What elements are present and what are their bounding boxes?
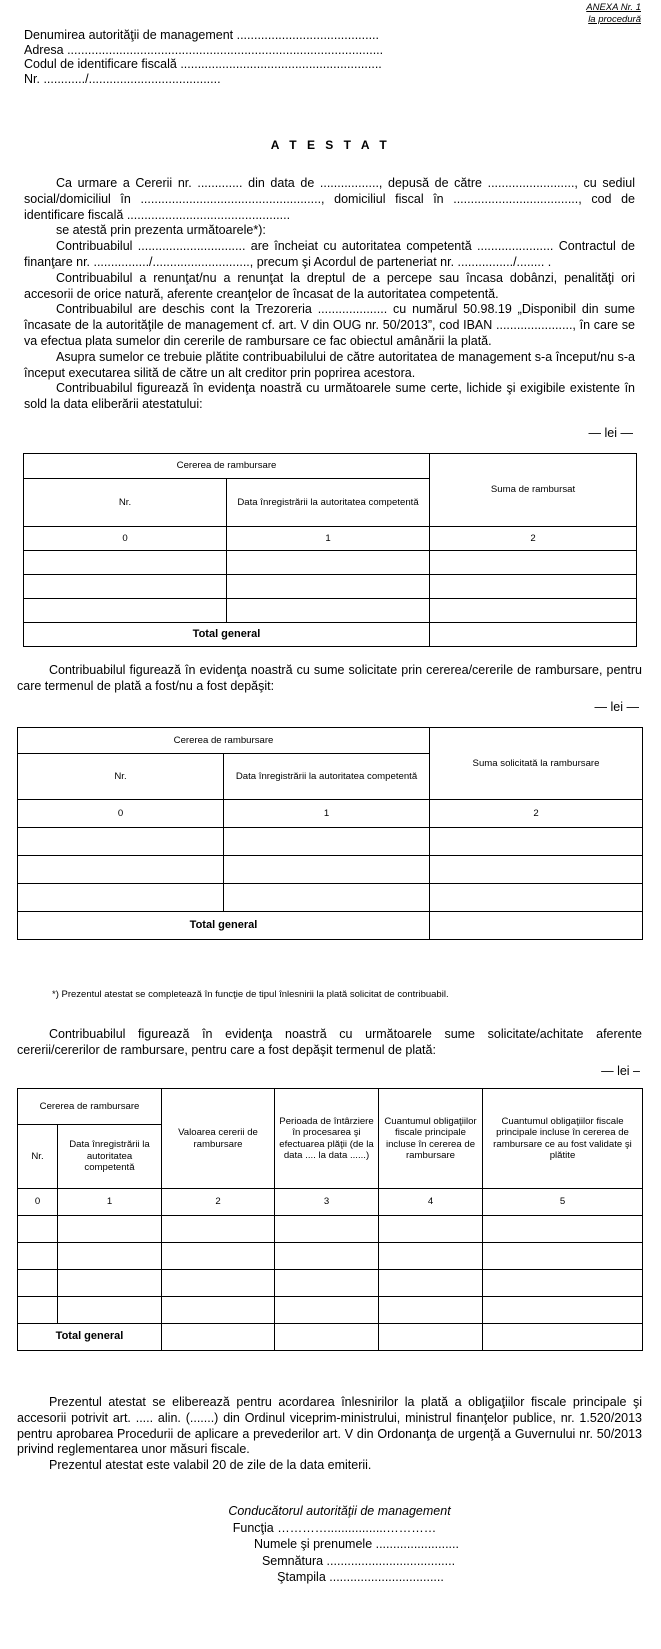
table-row — [18, 884, 643, 912]
table3-col-validated: Cuantumul obligaţiilor fiscale principale incluse în cererea de rambursare ce au fost validate şi plătite — [483, 1089, 643, 1189]
table3-index-cell: 5 — [483, 1189, 643, 1216]
function-field: Funcţia ………….................………… — [232, 1520, 437, 1535]
table-row — [18, 1270, 643, 1297]
table-row — [18, 1216, 643, 1243]
certain-sums-paragraph: Contribuabilul figurează în evidenţa noastră cu următoarele sume certe, lichide şi exigibile existente în sold la data eliberării atestatului: — [24, 381, 635, 412]
table2-index-cell: 2 — [430, 800, 643, 828]
enforcement-paragraph: Asupra sumelor ce trebuie plătite contribuabilului de către autoritatea de management s-a început/nu s-a început executarea silită de către un alt creditor prin poprirea acestora. — [24, 349, 635, 380]
table3-unit: — lei – — [601, 1064, 640, 1078]
table-row — [24, 599, 637, 623]
table2-index-cell: 0 — [18, 800, 224, 828]
table1-col-amount: Suma de rambursat — [430, 454, 637, 527]
request-paragraph: Ca urmare a Cererii nr. ............. din data de ................., depusă de către ........................., cu sediul social/domiciliul în ...................................................., domiciliul fiscal în ...................................., cod de identificare fiscală ............................................... — [24, 176, 635, 222]
table3-group-header: Cererea de rambursare — [18, 1089, 162, 1125]
reimbursement-table-3 — [17, 1088, 643, 1351]
waiver-paragraph: Contribuabilul a renunţat/nu a renunţat la dreptul de a percepe sau încasa dobânzi, penalităţi ori accesorii de orice natură, aferente creanţelor de încasat de la autoritatea competentă. — [24, 270, 635, 301]
reimbursement-table-1 — [23, 453, 637, 647]
table1-total-label: Total general — [24, 623, 430, 647]
table-row — [18, 1243, 643, 1270]
table1-unit: — lei — — [588, 426, 633, 440]
table-row — [18, 856, 643, 884]
table-row — [18, 1297, 643, 1324]
intro-section — [24, 176, 635, 413]
number-field: Nr. ............/...................................... — [24, 71, 221, 86]
table2-col-date: Data înregistrării la autoritatea competentă — [224, 754, 430, 800]
fiscal-code-field: Codul de identificare fiscală .......................................................... — [24, 57, 382, 71]
reimbursement-table-2 — [17, 727, 643, 940]
validity-paragraph: Prezentul atestat este valabil 20 de zile de la data emiterii. — [49, 1458, 372, 1473]
closing-section — [17, 1395, 642, 1474]
table-row — [18, 828, 643, 856]
table1-total-value — [430, 623, 637, 647]
table3-col-date: Data înregistrării la autoritatea competentă — [58, 1125, 162, 1189]
table1-col-nr: Nr. — [24, 479, 227, 527]
table3-col-delay: Perioada de întârziere în procesarea şi efectuarea plăţii (de la data .... la data ......) — [275, 1089, 379, 1189]
table-row — [24, 575, 637, 599]
annex-number: ANEXA Nr. 1 — [586, 2, 641, 13]
table1-index-cell: 2 — [430, 527, 637, 551]
table3-col-nr: Nr. — [18, 1125, 58, 1189]
contract-paragraph: Contribuabilul ............................... are încheiat cu autoritatea competentă ...................... Contractul de finanţare nr. ................/............................, precum şi Acordul de parteneriat nr. ................/........ . — [24, 239, 635, 269]
section2-paragraph: Contribuabilul figurează în evidenţa noastră cu sume solicitate prin cererea/cererile de rambursare, pentru care termenul de plată a fost/nu a fost depăşit: — [17, 663, 642, 693]
treasury-paragraph: Contribuabilul are deschis cont la Trezoreria .................... cu numărul 50.98.19 „Disponibil din sume încasate de la autorităţile de management cf. art. V din OUG nr. 50/2013”, cod IBAN ......................, în care se va efectua plata sumelor din cererile de rambursare ce fac obiectul amânării la plată. — [24, 302, 635, 348]
section2-text — [17, 663, 642, 695]
table1-group-header: Cererea de rambursare — [24, 454, 430, 479]
section3-text — [17, 1027, 642, 1059]
table3-index-cell: 0 — [18, 1189, 58, 1216]
annex-procedure: la procedură — [588, 14, 641, 25]
annex-label — [586, 2, 641, 26]
manager-title: Conducătorul autorităţii de management — [228, 1504, 451, 1518]
table3-col-value: Valoarea cererii de rambursare — [162, 1089, 275, 1189]
table3-total-label: Total general — [18, 1324, 162, 1351]
name-field: Numele şi prenumele ........................ — [254, 1537, 459, 1551]
table2-unit: — lei — — [594, 700, 639, 714]
table1-col-date: Data înregistrării la autoritatea competentă — [227, 479, 430, 527]
table3-index-cell: 4 — [379, 1189, 483, 1216]
table3-index-cell: 2 — [162, 1189, 275, 1216]
table1-index-cell: 0 — [24, 527, 227, 551]
authority-header — [24, 28, 383, 86]
signature-block — [0, 1503, 661, 1586]
table-row — [24, 551, 637, 575]
section3-paragraph: Contribuabilul figurează în evidenţa noastră cu următoarele sume solicitate/achitate aferente cererii/cererilor de rambursare, pentru care a fost depăşit termenul de plată: — [17, 1027, 642, 1057]
table2-total-label: Total general — [18, 912, 430, 940]
table2-col-nr: Nr. — [18, 754, 224, 800]
closing-paragraph: Prezentul atestat se eliberează pentru acordarea înlesnirilor la plată a obligaţiilor fiscale principale şi accesorii potrivit art. ..... alin. (.......) din Ordinul viceprim-ministrului, ministrul finanţelor publice, nr. 1.520/2013 pentru aprobarea Procedurii de aplicare a prevederilor art. V din Ordonanţa de urgenţă a Guvernului nr. 50/2013 privind reglementarea unor măsuri fiscale. — [17, 1395, 642, 1457]
table2-index-cell: 1 — [224, 800, 430, 828]
table2-total-value — [430, 912, 643, 940]
footnote: *) Prezentul atestat se completează în funcţie de tipul înlesnirii la plată solicitat de contribuabil. — [52, 989, 449, 1000]
signature-field: Semnătura ..................................... — [261, 1553, 456, 1568]
address-field: Adresa ........................................................................................... — [24, 42, 384, 57]
table2-group-header: Cererea de rambursare — [18, 728, 430, 754]
table3-total-value — [162, 1324, 275, 1351]
table3-col-obligations: Cuantumul obligaţiilor fiscale principale incluse în cererea de rambursare — [379, 1089, 483, 1189]
table1-index-cell: 1 — [227, 527, 430, 551]
table3-index-cell: 3 — [275, 1189, 379, 1216]
table3-index-cell: 1 — [58, 1189, 162, 1216]
authority-name-field: Denumirea autorităţii de management ......................................... — [24, 28, 380, 42]
attest-line: se atestă prin prezenta următoarele*): — [56, 223, 266, 238]
table2-col-amount: Suma solicitată la rambursare — [430, 728, 643, 800]
document-title: A T E S T A T — [270, 138, 391, 152]
stamp-field: Ştampila ................................. — [277, 1570, 444, 1584]
